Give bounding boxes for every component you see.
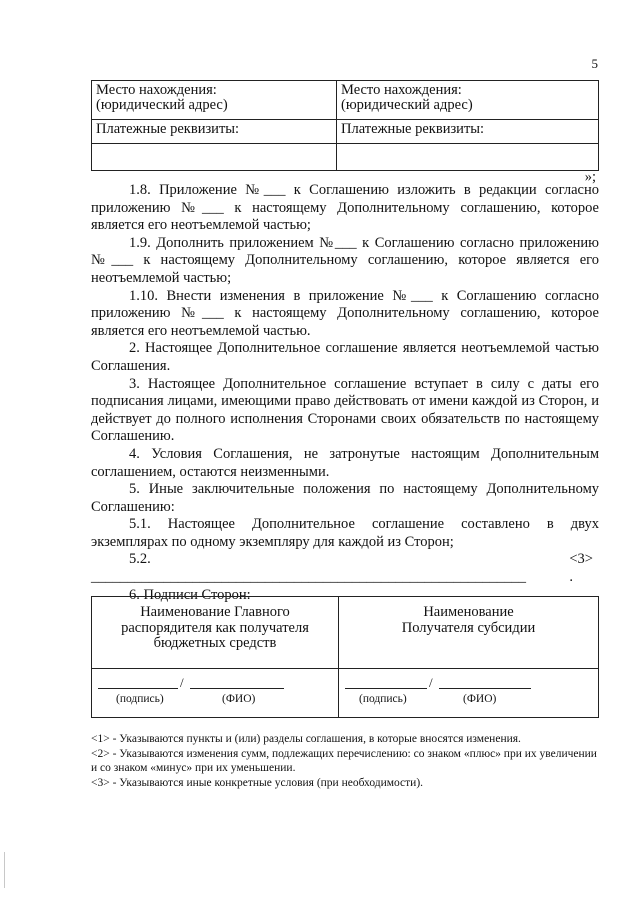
footnote-2: <2> - Указываются изменения сумм, подлежащих перечислению: со знаком «плюс» при их увеличении и со знаком «минус» при их уменьшении. bbox=[91, 747, 597, 775]
table-row bbox=[92, 120, 599, 144]
slash: / bbox=[180, 675, 184, 690]
table-row bbox=[92, 81, 599, 120]
footnote-3: <3> - Указываются иные конкретные условия (при необходимости). bbox=[91, 776, 424, 789]
document-body bbox=[91, 182, 599, 604]
paragraph-2: 2. Настоящее Дополнительное соглашение является неотъемлемой частью Соглашения. bbox=[91, 340, 599, 374]
slash: / bbox=[429, 675, 433, 690]
table-cell bbox=[337, 120, 599, 144]
table-cell bbox=[92, 120, 337, 144]
paragraph-5-2 bbox=[91, 551, 599, 586]
address-label-right: Место нахождения: (юридический адрес) bbox=[341, 82, 473, 113]
paragraph-3: 3. Настоящее Дополнительное соглашение вступает в силу с даты его подписания лицами, имеющими право действовать от имени каждой из Сторон, и действует до полного исполнения Сторонами своих обязательств по настоящему Соглашению. bbox=[91, 375, 599, 445]
grbs-header: Наименование Главного распорядителя как получателя бюджетных средств bbox=[121, 604, 309, 651]
name-caption: (ФИО) bbox=[222, 693, 256, 705]
paragraph-5-2-label: 5.2. ____________________________________________________________ bbox=[91, 551, 526, 586]
table-cell bbox=[92, 144, 337, 171]
table-row bbox=[92, 669, 599, 718]
closing-quote: »; bbox=[584, 169, 596, 185]
signatures-table bbox=[91, 596, 599, 718]
paragraph-1-8: 1.8. Приложение №___ к Соглашению изложить в редакции согласно приложению №___ к настоящему Дополнительному соглашению, которое является его неотъемлемой частью; bbox=[91, 182, 599, 234]
name-line bbox=[439, 688, 531, 689]
name-line bbox=[190, 688, 284, 689]
footnotes bbox=[91, 732, 603, 790]
signature-block-left bbox=[98, 675, 284, 715]
signature-caption: (подпись) bbox=[359, 693, 407, 705]
paragraph-5-1: 5.1. Настоящее Дополнительное соглашение составлено в двух экземплярах по одному экземпляру для каждой из Сторон; bbox=[91, 516, 599, 550]
table-cell bbox=[339, 669, 599, 718]
signature-block-right bbox=[345, 675, 531, 715]
paragraph-6: 6. Подписи Сторон: bbox=[129, 586, 251, 603]
paragraph-1-9: 1.9. Дополнить приложением №___ к Соглашению согласно приложению №___ к настоящему Дополнительному соглашению, которое является его неотъемлемой частью; bbox=[91, 234, 599, 286]
footnote-ref-3: <3> . bbox=[569, 551, 593, 586]
table-row bbox=[92, 597, 599, 669]
name-caption: (ФИО) bbox=[463, 693, 497, 705]
payment-details-right: Платежные реквизиты: bbox=[341, 121, 485, 137]
table-cell bbox=[337, 81, 599, 120]
table-cell bbox=[92, 597, 339, 669]
table-row bbox=[92, 144, 599, 171]
table-cell bbox=[337, 144, 599, 171]
signature-line bbox=[98, 688, 178, 689]
margin-mark bbox=[4, 852, 5, 888]
footnote-1: <1> - Указываются пункты и (или) разделы соглашения, в которые вносятся изменения. bbox=[91, 733, 521, 745]
paragraph-5: 5. Иные заключительные положения по настоящему Дополнительному Соглашению: bbox=[91, 481, 599, 515]
signature-line bbox=[345, 688, 427, 689]
table-cell bbox=[92, 669, 339, 718]
requisites-table bbox=[91, 80, 599, 171]
address-label-left: Место нахождения: (юридический адрес) bbox=[96, 82, 228, 113]
table-cell bbox=[339, 597, 599, 669]
paragraph-1-10: 1.10. Внести изменения в приложение №___ к Соглашению согласно приложению №___ к настоящему Дополнительному соглашению, которое является его неотъемлемой частью. bbox=[91, 287, 599, 339]
payment-details-left: Платежные реквизиты: bbox=[96, 121, 240, 137]
paragraph-4: 4. Условия Соглашения, не затронутые настоящим Дополнительным соглашением, остаются неизменными. bbox=[91, 445, 599, 480]
signature-caption: (подпись) bbox=[116, 693, 164, 705]
page-number: 5 bbox=[591, 56, 598, 71]
table-cell bbox=[92, 81, 337, 120]
recipient-header: Наименование Получателя субсидии bbox=[401, 604, 536, 636]
